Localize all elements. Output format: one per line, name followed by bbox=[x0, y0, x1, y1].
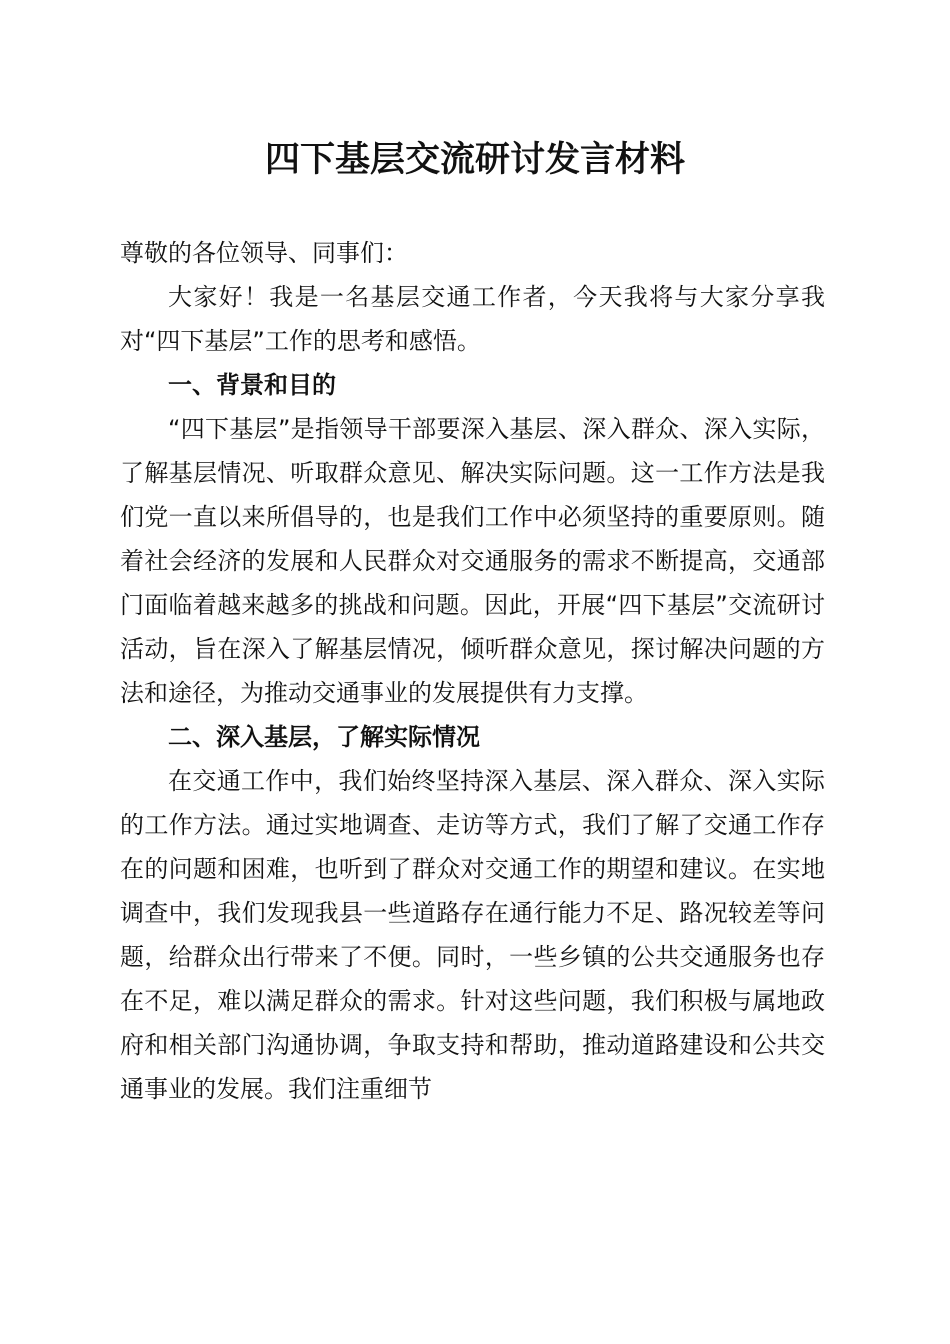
section-paragraph-2: 在交通工作中，我们始终坚持深入基层、深入群众、深入实际的工作方法。通过实地调查、走访等方式，我们了解了交通工作存在的问题和困难，也听到了群众对交通工作的期望和建议。在实地调查中，我们发现我县一些道路存在通行能力不足、路况较差等问题，给群众出行带来了不便。同时，一些乡镇的公共交通服务也存在不足，难以满足群众的需求。针对这些问题，我们积极与属地政府和相关部门沟通协调，争取支持和帮助，推动道路建设和公共交通事业的发展。我们注重细节 bbox=[120, 767, 825, 1103]
salutation: 尊敬的各位领导、同事们： bbox=[120, 239, 408, 267]
document-body bbox=[120, 231, 825, 1111]
section-heading-1: 一、背景和目的 bbox=[168, 371, 336, 399]
document-title: 四下基层交流研讨发言材料 bbox=[264, 139, 685, 180]
section-heading-2: 二、深入基层，了解实际情况 bbox=[168, 723, 480, 751]
section-paragraph-1: “四下基层”是指领导干部要深入基层、深入群众、深入实际，了解基层情况、听取群众意见、解决实际问题。这一工作方法是我们党一直以来所倡导的，也是我们工作中必须坚持的重要原则。随着社会经济的发展和人民群众对交通服务的需求不断提高，交通部门面临着越来越多的挑战和问题。因此，开展“四下基层”交流研讨活动，旨在深入了解基层情况，倾听群众意见，探讨解决问题的方法和途径，为推动交通事业的发展提供有力支撑。 bbox=[120, 415, 825, 707]
intro-paragraph: 大家好！我是一名基层交通工作者，今天我将与大家分享我对“四下基层”工作的思考和感悟。 bbox=[120, 283, 825, 355]
